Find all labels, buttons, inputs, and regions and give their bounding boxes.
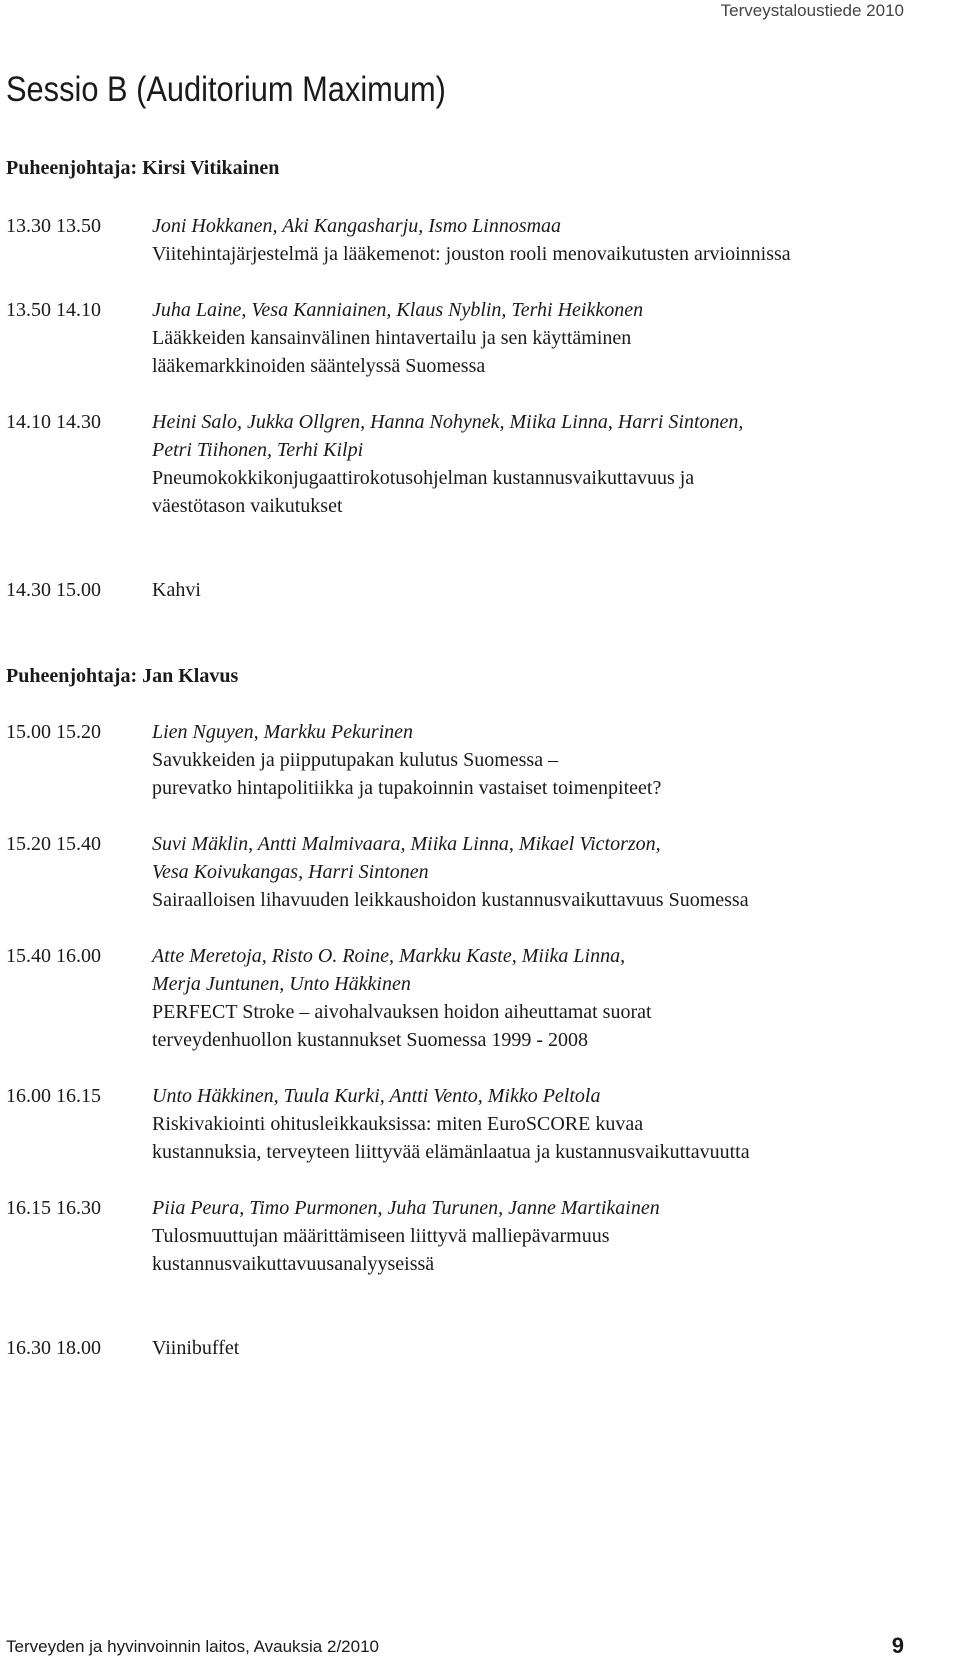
entry-time: 16.00 16.15	[6, 1085, 101, 1107]
entry-time: 14.30 15.00	[6, 579, 101, 601]
entry-content	[152, 1082, 920, 1166]
event-label: Viinibuffet	[152, 1337, 240, 1359]
entry-authors: Piia Peura, Timo Purmonen, Juha Turunen, Janne Martikainen	[152, 1197, 660, 1219]
entry-content	[152, 1194, 920, 1278]
entry-title: Sairaalloisen lihavuuden leikkaushoidon kustannusvaikuttavuus Suomessa	[152, 889, 749, 911]
program-entry	[6, 296, 920, 380]
entry-authors: Juha Laine, Vesa Kanniainen, Klaus Nyblin, Terhi Heikkonen	[152, 299, 644, 321]
entry-authors: Atte Meretoja, Risto O. Roine, Markku Kaste, Miika Linna, Merja Juntunen, Unto Häkkinen	[152, 945, 626, 995]
entry-content	[152, 1334, 920, 1362]
entry-title: Viitehintajärjestelmä ja lääkemenot: jouston rooli menovaikutusten arvioinnissa	[152, 243, 791, 265]
entry-authors: Suvi Mäklin, Antti Malmivaara, Miika Linna, Mikael Victorzon, Vesa Koivukangas, Harri Sintonen	[152, 833, 661, 883]
program-entry	[6, 1082, 920, 1166]
entry-time: 13.30 13.50	[6, 215, 101, 237]
program-entry	[6, 1194, 920, 1278]
entry-time: 16.15 16.30	[6, 1197, 101, 1219]
entry-content	[152, 942, 920, 1054]
entry-time: 13.50 14.10	[6, 299, 101, 321]
entry-time: 15.20 15.40	[6, 833, 101, 855]
program-entry	[6, 718, 920, 802]
entry-content	[152, 718, 920, 802]
entry-content	[152, 830, 920, 914]
entry-content	[152, 408, 920, 520]
entry-title: PERFECT Stroke – aivohalvauksen hoidon aiheuttamat suorat terveydenhuollon kustannukset Suomessa 1999 - 2008	[152, 1001, 652, 1051]
program-entry	[6, 576, 920, 604]
entry-authors: Heini Salo, Jukka Ollgren, Hanna Nohynek, Miika Linna, Harri Sintonen, Petri Tiihonen, Terhi Kilpi	[152, 411, 744, 461]
program-entry	[6, 212, 920, 268]
entry-time: 15.40 16.00	[6, 945, 101, 967]
session-chair: Puheenjohtaja: Kirsi Vitikainen	[6, 157, 280, 179]
entry-time: 15.00 15.20	[6, 721, 101, 743]
entry-time: 14.10 14.30	[6, 411, 101, 433]
program-entry	[6, 1334, 920, 1362]
entry-authors: Lien Nguyen, Markku Pekurinen	[152, 721, 414, 743]
entry-content	[152, 296, 920, 380]
entry-authors: Unto Häkkinen, Tuula Kurki, Antti Vento, Mikko Peltola	[152, 1085, 601, 1107]
entry-title: Savukkeiden ja piipputupakan kulutus Suomessa – purevatko hintapolitiikka ja tupakoinnin vastaiset toimenpiteet?	[152, 749, 662, 799]
session-chair: Puheenjohtaja: Jan Klavus	[6, 665, 239, 687]
program-entry	[6, 408, 920, 520]
entry-content	[152, 576, 920, 604]
page-number: 9	[891, 1633, 904, 1658]
break-label: Kahvi	[152, 579, 201, 601]
footer-publisher: Terveyden ja hyvinvoinnin laitos, Avauksia 2/2010	[6, 1637, 379, 1656]
running-header: Terveystaloustiede 2010	[720, 1, 904, 20]
entry-content	[152, 212, 920, 268]
entry-time: 16.30 18.00	[6, 1337, 101, 1359]
entry-title: Riskivakiointi ohitusleikkauksissa: miten EuroSCORE kuvaa kustannuksia, terveyteen liittyvää elämänlaatua ja kustannusvaikuttavuutta	[152, 1113, 750, 1163]
program-entry	[6, 942, 920, 1054]
session-title: Sessio B (Auditorium Maximum)	[6, 70, 446, 109]
entry-authors: Joni Hokkanen, Aki Kangasharju, Ismo Linnosmaa	[152, 215, 562, 237]
entry-title: Tulosmuuttujan määrittämiseen liittyvä malliepävarmuus kustannusvaikuttavuusanalyyseissä	[152, 1225, 610, 1275]
program-entry	[6, 830, 920, 914]
entry-title: Lääkkeiden kansainvälinen hintavertailu ja sen käyttäminen lääkemarkkinoiden sääntelyssä Suomessa	[152, 327, 632, 377]
entry-title: Pneumokokkikonjugaattirokotusohjelman kustannusvaikuttavuus ja väestötason vaikutukset	[152, 467, 695, 517]
